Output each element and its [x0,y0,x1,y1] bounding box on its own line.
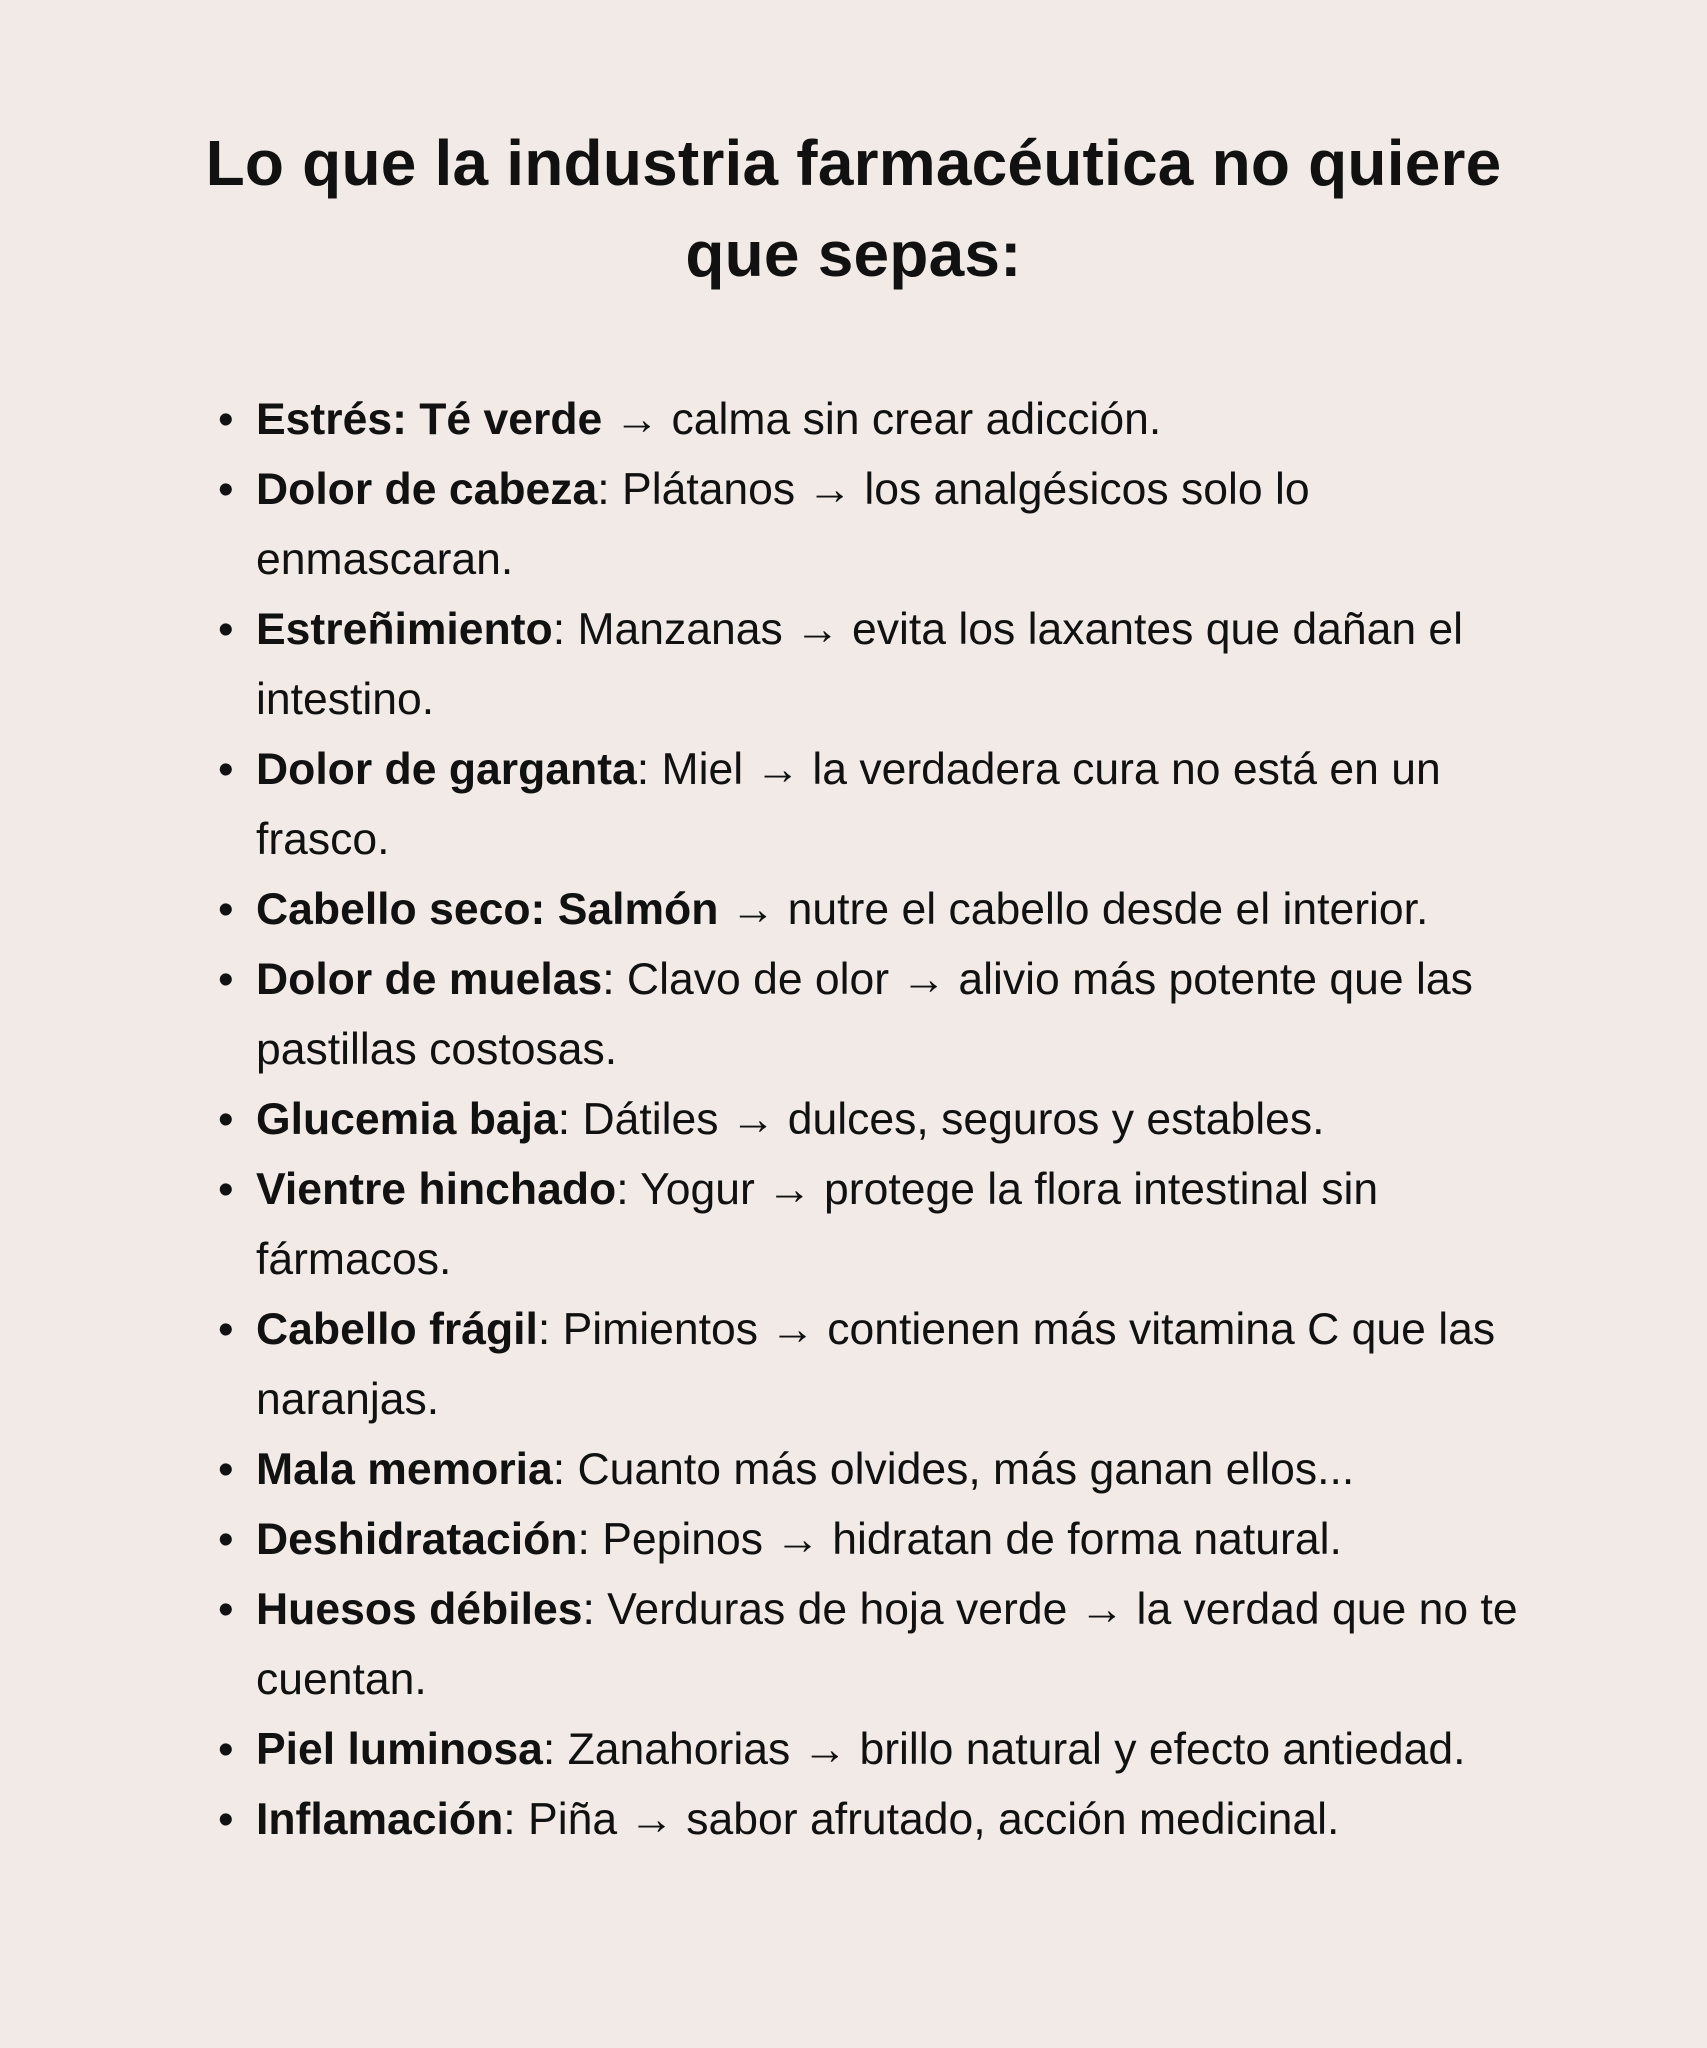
list-item [218,385,1556,455]
item-term: Cabello frágil [256,1305,538,1354]
item-term: Cabello seco: Salmón [256,885,719,934]
bullet-icon: • [218,1445,234,1494]
bullet-icon: • [218,605,234,654]
item-term: Dolor de cabeza [256,465,598,514]
bullet-icon: • [218,885,234,934]
item-term: Piel luminosa [256,1725,543,1774]
list-item [218,1435,1556,1505]
item-text: : Clavo de olor → alivio más potente que las pastillas costosas. [256,955,1473,1074]
page-title: Lo que la industria farmacéutica no quiere que sepas: [205,127,1502,290]
item-text: : Piña → sabor afrutado, acción medicinal. [503,1795,1340,1844]
item-text: : Zanahorias → brillo natural y efecto antiedad. [542,1725,1466,1774]
item-term: Vientre hinchado [256,1165,617,1214]
item-term: Estrés: Té verde [256,395,603,444]
bullet-icon: • [218,395,234,444]
bullet-icon: • [218,1305,234,1354]
item-text: : Pimientos → contienen más vitamina C que las naranjas. [256,1305,1496,1424]
item-text: : Miel → la verdadera cura no está en un frasco. [256,745,1441,864]
item-text: : Pepinos → hidratan de forma natural. [577,1515,1342,1564]
bullet-icon: • [218,1585,234,1634]
item-text: : Dátiles → dulces, seguros y estables. [557,1095,1325,1144]
list-item [218,1295,1556,1435]
list-item [218,1085,1556,1155]
bullet-icon: • [218,1725,234,1774]
item-text: : Plátanos → los analgésicos solo lo enmascaran. [256,465,1310,584]
item-term: Glucemia baja [256,1095,558,1144]
list-item [218,1785,1556,1855]
bullet-icon: • [218,1795,234,1844]
item-text: : Verduras de hoja verde → la verdad que no te cuentan. [256,1585,1518,1704]
remedies-list [218,385,1556,1855]
item-text: → calma sin crear adicción. [602,395,1162,444]
list-item [218,1715,1556,1785]
item-text: : Yogur → protege la flora intestinal sin fármacos. [256,1165,1379,1284]
list-item [218,945,1556,1085]
item-term: Inflamación [256,1795,504,1844]
item-text: → nutre el cabello desde el interior. [718,885,1429,934]
bullet-icon: • [218,1095,234,1144]
list-item [218,1155,1556,1295]
list-item [218,455,1556,595]
list-item [218,875,1556,945]
item-text: : Cuanto más olvides, más ganan ellos... [552,1445,1355,1494]
bullet-icon: • [218,745,234,794]
item-term: Huesos débiles [256,1585,583,1634]
bullet-icon: • [218,955,234,1004]
list-item [218,735,1556,875]
list-item [218,1505,1556,1575]
item-text: : Manzanas → evita los laxantes que dañan el intestino. [256,605,1464,724]
list-item [218,1575,1556,1715]
list-item [218,595,1556,735]
item-term: Mala memoria [256,1445,553,1494]
bullet-icon: • [218,1165,234,1214]
bullet-icon: • [218,1515,234,1564]
item-term: Deshidratación [256,1515,578,1564]
item-term: Dolor de garganta [256,745,637,794]
item-term: Estreñimiento [256,605,553,654]
bullet-icon: • [218,465,234,514]
item-term: Dolor de muelas [256,955,603,1004]
